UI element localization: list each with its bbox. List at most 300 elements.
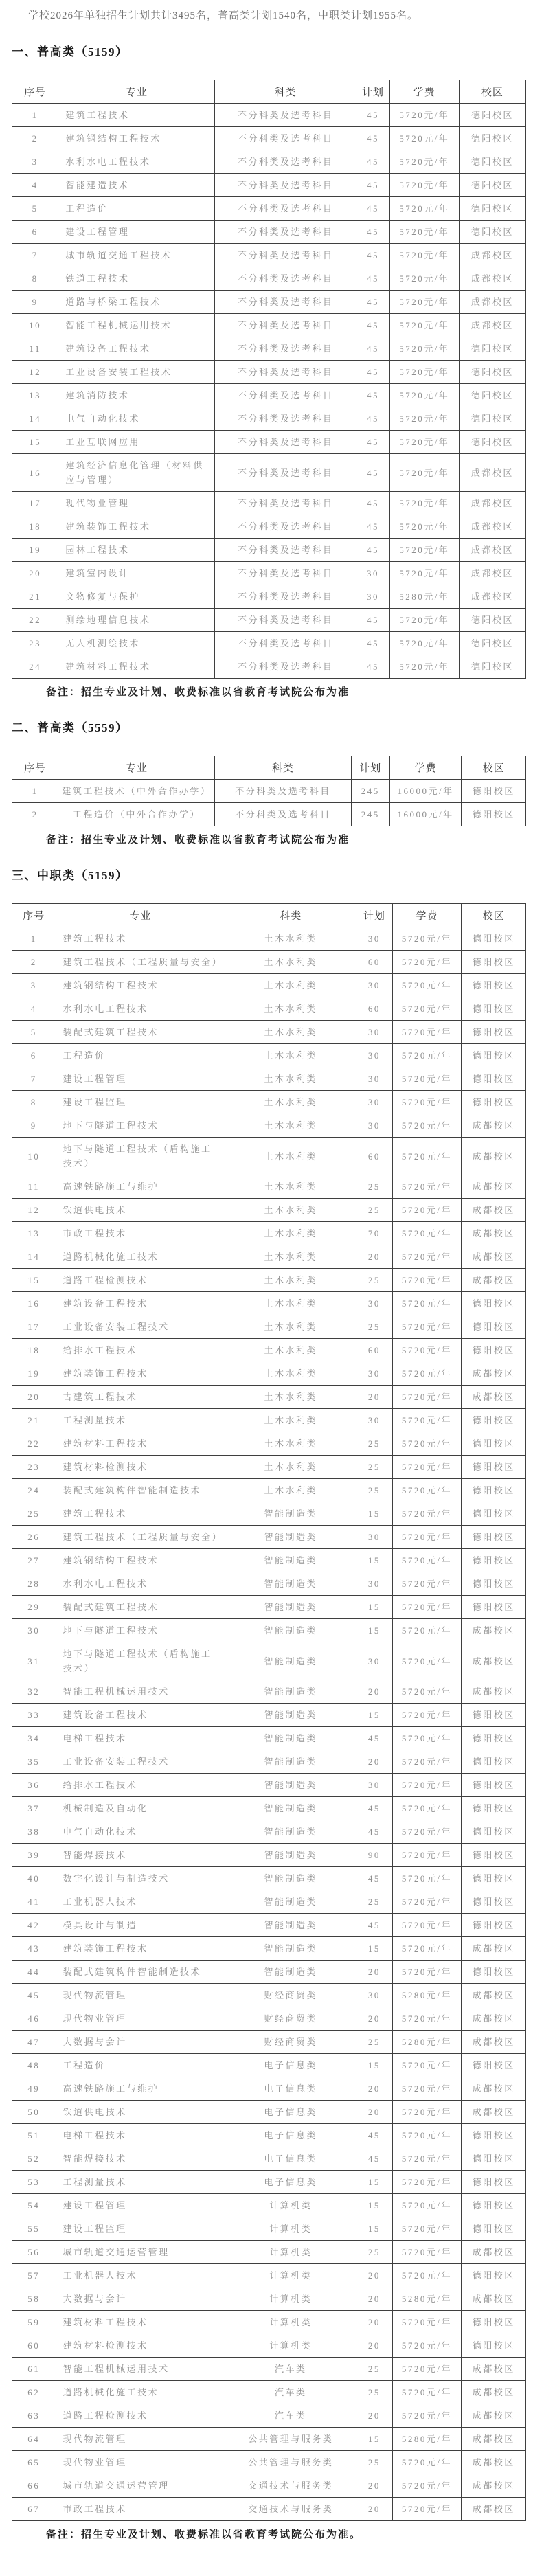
table-row [12,609,526,632]
cell-major: 建筑工程技术（工程质量与安全） [56,1526,225,1549]
table-row [12,1479,526,1502]
cell-no: 65 [12,2451,56,2474]
cell-major: 建筑工程技术（工程质量与安全） [56,951,225,974]
cell-category: 电子信息类 [225,2054,356,2077]
cell-campus: 成都校区 [462,1138,526,1175]
cell-plan: 45 [356,127,390,150]
cell-major: 市政工程技术 [56,2498,225,2521]
cell-plan: 25 [356,1890,392,1914]
cell-campus: 德阳校区 [462,2124,526,2147]
cell-campus: 德阳校区 [462,1091,526,1114]
cell-major: 数字化设计与制造技术 [56,1867,225,1890]
cell-category: 智能制造类 [225,1937,356,1961]
cell-campus: 德阳校区 [462,974,526,997]
cell-category: 不分科类及选考科目 [215,803,351,826]
table-row [12,2428,526,2451]
cell-campus: 德阳校区 [462,1549,526,1572]
cell-no: 11 [12,337,58,361]
cell-campus: 德阳校区 [459,104,525,127]
cell-plan: 25 [356,1175,392,1199]
cell-tuition: 5720元/年 [389,515,459,539]
cell-campus: 成都校区 [459,244,525,267]
cell-no: 8 [12,267,58,291]
cell-major: 建设工程管理 [58,221,215,244]
cell-plan: 20 [356,2311,392,2334]
cell-campus: 德阳校区 [459,361,525,384]
cell-category: 计算机类 [225,2311,356,2334]
cell-category: 智能制造类 [225,1844,356,1867]
cell-category: 土木水利类 [225,1362,356,1386]
cell-tuition: 5720元/年 [392,1642,462,1680]
cell-major: 建筑装饰工程技术 [56,1362,225,1386]
table-row [12,267,526,291]
cell-campus: 德阳校区 [462,1867,526,1890]
cell-campus: 德阳校区 [459,431,525,454]
cell-campus: 德阳校区 [462,803,526,826]
table-row [12,974,526,997]
cell-major: 建筑设备工程技术 [56,1292,225,1315]
cell-category: 不分科类及选考科目 [215,221,356,244]
header-row [12,904,526,927]
cell-plan: 30 [356,1774,392,1797]
cell-plan: 25 [356,1479,392,1502]
table-row [12,1175,526,1199]
cell-category: 土木水利类 [225,1292,356,1315]
table-row [12,2311,526,2334]
cell-campus: 成都校区 [462,2451,526,2474]
cell-plan: 30 [356,562,390,585]
cell-category: 智能制造类 [225,1572,356,1596]
cell-major: 模具设计与制造 [56,1914,225,1937]
cell-no: 40 [12,1867,56,1890]
cell-campus: 成都校区 [462,2474,526,2498]
cell-campus: 德阳校区 [459,407,525,431]
cell-plan: 15 [356,2217,392,2241]
cell-tuition: 5720元/年 [392,1269,462,1292]
cell-major: 建设工程管理 [56,2194,225,2217]
cell-tuition: 5720元/年 [392,1138,462,1175]
cell-plan: 60 [356,1339,392,1362]
cell-no: 24 [12,655,58,679]
cell-tuition: 5720元/年 [392,1867,462,1890]
table-row [12,174,526,197]
cell-no: 24 [12,1479,56,1502]
cell-tuition: 5720元/年 [392,1750,462,1774]
cell-major: 建筑室内设计 [58,562,215,585]
cell-major: 机械制造及自动化 [56,1797,225,1820]
cell-campus: 成都校区 [462,1114,526,1138]
cell-no: 6 [12,1044,56,1067]
cell-major: 建筑经济信息化管理（材料供应与管理） [58,454,215,492]
cell-plan: 20 [356,2404,392,2428]
table-row [12,2194,526,2217]
cell-tuition: 5720元/年 [392,1175,462,1199]
cell-tuition: 5720元/年 [392,1961,462,1984]
cell-category: 智能制造类 [225,1727,356,1750]
cell-tuition: 5720元/年 [392,1409,462,1432]
cell-category: 不分科类及选考科目 [215,632,356,655]
cell-no: 32 [12,1680,56,1704]
table-row [12,197,526,221]
col-no: 序号 [12,904,56,927]
cell-tuition: 5720元/年 [392,1549,462,1572]
cell-tuition: 5720元/年 [392,2124,462,2147]
cell-campus: 德阳校区 [462,1044,526,1067]
col-plan: 计划 [356,904,392,927]
table-row [12,2287,526,2311]
cell-tuition: 5720元/年 [392,1704,462,1727]
cell-campus: 成都校区 [462,2077,526,2101]
cell-major: 智能工程机械运用技术 [56,1680,225,1704]
cell-tuition: 5720元/年 [392,2194,462,2217]
cell-major: 电梯工程技术 [56,2124,225,2147]
cell-no: 31 [12,1642,56,1680]
cell-no: 15 [12,431,58,454]
cell-tuition: 16000元/年 [389,803,462,826]
cell-no: 54 [12,2194,56,2217]
cell-plan: 15 [356,1619,392,1642]
cell-category: 土木水利类 [225,1021,356,1044]
cell-no: 12 [12,361,58,384]
cell-major: 建筑工程技术（中外合作办学） [58,780,215,803]
cell-category: 土木水利类 [225,1479,356,1502]
cell-campus: 德阳校区 [462,2311,526,2334]
table-body [12,104,526,679]
cell-tuition: 5720元/年 [389,431,459,454]
cell-no: 30 [12,1619,56,1642]
cell-campus: 德阳校区 [462,1914,526,1937]
cell-plan: 45 [356,539,390,562]
cell-no: 45 [12,1984,56,2007]
cell-plan: 25 [356,1199,392,1222]
cell-category: 土木水利类 [225,1091,356,1114]
cell-campus: 成都校区 [462,2358,526,2381]
col-major: 专业 [58,80,215,104]
table-row [12,927,526,951]
cell-plan: 30 [356,1067,392,1091]
col-no: 序号 [12,756,58,780]
cell-plan: 25 [356,2241,392,2264]
cell-category: 不分科类及选考科目 [215,197,356,221]
pugao-5159-table [12,80,526,679]
table-row [12,361,526,384]
cell-no: 38 [12,1820,56,1844]
cell-campus: 成都校区 [459,492,525,515]
cell-major: 城市轨道交通工程技术 [58,244,215,267]
cell-category: 公共管理与服务类 [225,2428,356,2451]
cell-category: 土木水利类 [225,1138,356,1175]
cell-no: 35 [12,1750,56,1774]
cell-campus: 成都校区 [462,2287,526,2311]
cell-plan: 30 [356,1409,392,1432]
table-row [12,1642,526,1680]
table-row [12,1502,526,1526]
cell-campus: 成都校区 [462,1680,526,1704]
cell-campus: 德阳校区 [462,1432,526,1456]
table-row [12,1044,526,1067]
cell-major: 给排水工程技术 [56,1339,225,1362]
cell-major: 水利水电工程技术 [56,1572,225,1596]
cell-tuition: 5280元/年 [392,2428,462,2451]
cell-tuition: 16000元/年 [389,780,462,803]
cell-no: 19 [12,539,58,562]
cell-plan: 45 [356,174,390,197]
cell-campus: 德阳校区 [462,2217,526,2241]
cell-campus: 德阳校区 [462,1021,526,1044]
table-row [12,1526,526,1549]
cell-plan: 25 [356,2381,392,2404]
cell-campus: 德阳校区 [462,780,526,803]
cell-tuition: 5720元/年 [392,2358,462,2381]
cell-no: 1 [12,927,56,951]
table-row [12,337,526,361]
cell-campus: 德阳校区 [459,150,525,174]
table-row [12,632,526,655]
section-3-heading: 三、中职类（5159） [12,869,128,882]
cell-major: 建筑材料检测技术 [56,2334,225,2358]
table-row [12,221,526,244]
cell-tuition: 5280元/年 [392,1984,462,2007]
cell-tuition: 5720元/年 [392,1114,462,1138]
cell-major: 工程造价（中外合作办学） [58,803,215,826]
cell-tuition: 5720元/年 [389,384,459,407]
cell-campus: 成都校区 [462,1937,526,1961]
table-row [12,1315,526,1339]
cell-plan: 20 [356,2007,392,2031]
cell-plan: 45 [356,197,390,221]
cell-campus: 成都校区 [462,1984,526,2007]
cell-plan: 15 [356,2194,392,2217]
cell-major: 水利水电工程技术 [56,997,225,1021]
cell-category: 计算机类 [225,2194,356,2217]
col-major: 专业 [58,756,215,780]
cell-tuition: 5720元/年 [392,1937,462,1961]
cell-plan: 25 [356,1315,392,1339]
cell-major: 地下与隧道工程技术 [56,1114,225,1138]
cell-major: 建筑装饰工程技术 [56,1937,225,1961]
cell-plan: 25 [356,2358,392,2381]
cell-tuition: 5720元/年 [392,2171,462,2194]
cell-major: 铁道供电技术 [56,1199,225,1222]
cell-campus: 德阳校区 [462,951,526,974]
cell-category: 电子信息类 [225,2124,356,2147]
cell-category: 智能制造类 [225,1619,356,1642]
cell-major: 地下与隧道工程技术（盾构施工技术） [56,1138,225,1175]
cell-campus: 德阳校区 [462,1961,526,1984]
cell-campus: 德阳校区 [462,2054,526,2077]
cell-major: 高速铁路施工与维护 [56,1175,225,1199]
cell-category: 不分科类及选考科目 [215,585,356,609]
cell-plan: 30 [356,585,390,609]
cell-campus: 成都校区 [459,267,525,291]
cell-no: 41 [12,1890,56,1914]
cell-no: 20 [12,562,58,585]
cell-plan: 30 [356,1984,392,2007]
cell-plan: 15 [356,2054,392,2077]
cell-major: 建筑工程技术 [56,927,225,951]
cell-campus: 成都校区 [459,562,525,585]
cell-campus: 成都校区 [462,1199,526,1222]
cell-no: 19 [12,1362,56,1386]
cell-tuition: 5720元/年 [392,1502,462,1526]
cell-campus: 成都校区 [462,1269,526,1292]
cell-category: 公共管理与服务类 [225,2451,356,2474]
cell-plan: 45 [356,244,390,267]
table-row [12,384,526,407]
table-row [12,515,526,539]
cell-category: 不分科类及选考科目 [215,562,356,585]
cell-no: 21 [12,585,58,609]
cell-tuition: 5720元/年 [392,1572,462,1596]
cell-no: 28 [12,1572,56,1596]
cell-major: 现代物业管理 [56,2007,225,2031]
table-row [12,2474,526,2498]
table-row [12,2334,526,2358]
cell-major: 建筑钢结构工程技术 [56,974,225,997]
cell-no: 16 [12,1292,56,1315]
cell-no: 52 [12,2147,56,2171]
cell-no: 4 [12,997,56,1021]
cell-campus: 德阳校区 [462,1409,526,1432]
cell-plan: 45 [356,454,390,492]
cell-no: 13 [12,1222,56,1245]
cell-plan: 70 [356,1222,392,1245]
cell-plan: 30 [356,1091,392,1114]
cell-category: 计算机类 [225,2334,356,2358]
table-row [12,1245,526,1269]
table-row [12,585,526,609]
table-row [12,803,526,826]
cell-tuition: 5720元/年 [392,1844,462,1867]
cell-major: 建筑消防技术 [58,384,215,407]
table-row [12,2451,526,2474]
cell-no: 26 [12,1526,56,1549]
cell-no: 60 [12,2334,56,2358]
cell-category: 汽车类 [225,2404,356,2428]
cell-plan: 45 [356,1867,392,1890]
table-row [12,1572,526,1596]
cell-major: 工业设备安装工程技术 [56,1315,225,1339]
cell-campus: 成都校区 [459,515,525,539]
cell-major: 高速铁路施工与维护 [56,2077,225,2101]
cell-no: 9 [12,1114,56,1138]
cell-category: 电子信息类 [225,2147,356,2171]
cell-plan: 45 [356,1797,392,1820]
cell-no: 4 [12,174,58,197]
cell-tuition: 5720元/年 [392,2147,462,2171]
cell-plan: 45 [356,1820,392,1844]
table-row [12,431,526,454]
cell-category: 智能制造类 [225,1797,356,1820]
cell-major: 装配式建筑工程技术 [56,1021,225,1044]
table-row [12,1914,526,1937]
cell-major: 建筑装饰工程技术 [58,515,215,539]
cell-category: 智能制造类 [225,1914,356,1937]
cell-plan: 45 [356,492,390,515]
cell-campus: 德阳校区 [459,127,525,150]
cell-category: 土木水利类 [225,1222,356,1245]
table-row [12,2077,526,2101]
cell-major: 铁道工程技术 [58,267,215,291]
table-row [12,1797,526,1820]
cell-no: 46 [12,2007,56,2031]
cell-tuition: 5720元/年 [392,2381,462,2404]
table-row [12,951,526,974]
col-plan: 计划 [351,756,389,780]
cell-tuition: 5720元/年 [392,1199,462,1222]
cell-plan: 20 [356,2334,392,2358]
cell-tuition: 5720元/年 [392,1619,462,1642]
cell-plan: 45 [356,337,390,361]
cell-tuition: 5720元/年 [392,2451,462,2474]
cell-plan: 45 [356,2147,392,2171]
table-row [12,2054,526,2077]
cell-major: 工业机器人技术 [56,1890,225,1914]
cell-category: 土木水利类 [225,1432,356,1456]
cell-category: 智能制造类 [225,1704,356,1727]
cell-no: 23 [12,1456,56,1479]
cell-no: 15 [12,1269,56,1292]
cell-campus: 成都校区 [462,2101,526,2124]
cell-tuition: 5720元/年 [392,1021,462,1044]
cell-category: 电子信息类 [225,2077,356,2101]
cell-major: 建筑设备工程技术 [56,1704,225,1727]
cell-tuition: 5720元/年 [392,2007,462,2031]
cell-tuition: 5720元/年 [392,1890,462,1914]
cell-major: 工程造价 [58,197,215,221]
cell-category: 电子信息类 [225,2171,356,2194]
cell-no: 61 [12,2358,56,2381]
table-row [12,1890,526,1914]
cell-tuition: 5280元/年 [392,2031,462,2054]
cell-no: 11 [12,1175,56,1199]
table-row [12,2404,526,2428]
cell-no: 2 [12,951,56,974]
cell-tuition: 5720元/年 [392,974,462,997]
cell-no: 58 [12,2287,56,2311]
cell-campus: 德阳校区 [459,337,525,361]
cell-category: 智能制造类 [225,1867,356,1890]
cell-major: 电气自动化技术 [56,1820,225,1844]
cell-category: 交通技术与服务类 [225,2474,356,2498]
cell-no: 25 [12,1502,56,1526]
cell-major: 装配式建筑构件智能制造技术 [56,1961,225,1984]
zhongzhi-5159-table [12,903,526,2521]
table-row [12,291,526,314]
cell-no: 16 [12,454,58,492]
cell-major: 现代物流管理 [56,2428,225,2451]
cell-no: 34 [12,1727,56,1750]
header-row [12,756,526,780]
cell-campus: 德阳校区 [462,1526,526,1549]
table-row [12,407,526,431]
cell-tuition: 5720元/年 [389,632,459,655]
table-row [12,1339,526,1362]
cell-campus: 德阳校区 [462,2264,526,2287]
cell-category: 计算机类 [225,2241,356,2264]
cell-campus: 德阳校区 [462,1774,526,1797]
cell-major: 建筑材料工程技术 [58,655,215,679]
cell-plan: 25 [356,1456,392,1479]
cell-no: 1 [12,104,58,127]
cell-category: 不分科类及选考科目 [215,361,356,384]
cell-campus: 德阳校区 [459,632,525,655]
cell-campus: 德阳校区 [462,2171,526,2194]
cell-category: 智能制造类 [225,1502,356,1526]
cell-no: 22 [12,1432,56,1456]
cell-no: 3 [12,150,58,174]
cell-tuition: 5720元/年 [392,1245,462,1269]
